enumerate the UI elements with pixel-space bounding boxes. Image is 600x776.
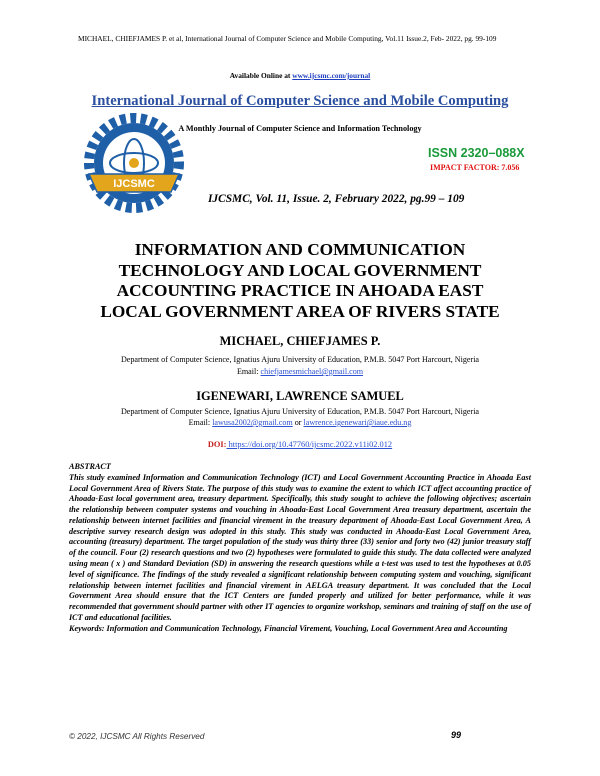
paper-title: [0, 240, 600, 322]
available-online: [0, 71, 600, 80]
available-prefix: Available Online at: [229, 71, 293, 80]
email-link[interactable]: chiefjamesmichael@gmail.com: [260, 367, 364, 376]
email-label: Email:: [236, 367, 261, 376]
journal-logo: [83, 112, 185, 214]
volume-issue-line: IJCSMC, Vol. 11, Issue. 2, February 2022, pg.99 – 109: [208, 193, 465, 205]
email-label: Email:: [188, 418, 213, 427]
email-link[interactable]: lawusa2002@gmail.com: [212, 418, 293, 427]
journal-subtitle: A Monthly Journal of Computer Science and Information Technology: [178, 124, 422, 133]
doi: [0, 440, 600, 449]
abstract-body: This study examined Information and Communication Technology (ICT) and Local Government Accounting Practice in Ahoada East Local Government Area of Rivers State. The purpose of this study was to examine the extent to which ICT affect accounting practice of Ahoada-East local government area, treasury department. Specifically, this study sought to achieve the following objectives; ascertain the relationship between computer systems and vouching in Ahoada-East Local Government Area treasury department, ascertain the relationship between internet facilities and financial virement in the treasury department of Ahoada-East Local Government Area, A descriptive survey research design was adopted in this study. This study was conducted in Ahoada-East Local Government Area, accounting (treasury) department. The target population of the study was thirty three (33) senior and forty two (42) junior treasury staff of the council. Four (2) research questions and two (2) hypotheses were formulated to guide this study. The data collected were analyzed using mean ( x ) and Standard Deviation (SD) in answering the research questions while a t-test was used to test the hypotheses at 0.05 level of significance. The findings of the study revealed a significant relationship between computing system and vouching, significant relationship between internet facilities and financial virement in AELGA treasury department. It was concluded that the Local Government Area should ensure that the ICT Centers are funded properly and utilized for better performance, while it was recommended that government should partner with other IT agencies to organize workshop, seminars and training of staff on the use of ICT and educational facilities.: [69, 472, 531, 622]
title-line: TECHNOLOGY AND LOCAL GOVERNMENT: [118, 260, 482, 280]
keywords: Keywords: Information and Communication Technology, Financial Virement, Vouching, Local Government Area and Accounting: [69, 623, 508, 633]
logo-text: IJCSMC: [113, 178, 155, 190]
running-header: MICHAEL, CHIEFJAMES P. et al, International Journal of Computer Science and Mobile Computing, Vol.11 Issue.2, Feb- 2022, pg. 99-109: [78, 34, 497, 43]
email-link-secondary[interactable]: lawrence.igenewari@iaue.edu.ng: [303, 418, 412, 427]
abstract: [69, 462, 531, 635]
journal-title: International Journal of Computer Science and Mobile Computing: [91, 93, 509, 109]
title-line: ACCOUNTING PRACTICE IN AHOADA EAST: [116, 281, 484, 300]
doi-label: DOI:: [207, 440, 227, 449]
footer-copyright: © 2022, IJCSMC All Rights Reserved: [69, 732, 205, 741]
author-email: [0, 366, 600, 378]
author-affiliation: Department of Computer Science, Ignatius Ajuru University of Education, P.M.B. 5047 Port Harcourt, Nigeria: [120, 407, 480, 416]
page-number: 99: [451, 730, 462, 740]
doi-link[interactable]: https://doi.org/10.47760/ijcsmc.2022.v11i02.012: [226, 440, 393, 449]
issn: ISSN 2320–088X: [428, 146, 525, 160]
abstract-heading: ABSTRACT: [69, 462, 111, 471]
journal-website-link[interactable]: www.ijcsmc.com/journal: [292, 71, 371, 80]
impact-factor: IMPACT FACTOR: 7.056: [430, 163, 520, 172]
author-email: [0, 417, 600, 429]
email-separator: or: [292, 418, 304, 427]
author-affiliation: Department of Computer Science, Ignatius Ajuru University of Education, P.M.B. 5047 Port Harcourt, Nigeria: [120, 355, 480, 364]
logo-core: [129, 158, 139, 168]
title-line: LOCAL GOVERNMENT AREA OF RIVERS STATE: [100, 301, 500, 321]
author-name: IGENEWARI, LAWRENCE SAMUEL: [196, 389, 404, 403]
author-name: MICHAEL, CHIEFJAMES P.: [219, 334, 381, 348]
title-line: INFORMATION AND COMMUNICATION: [134, 240, 466, 259]
